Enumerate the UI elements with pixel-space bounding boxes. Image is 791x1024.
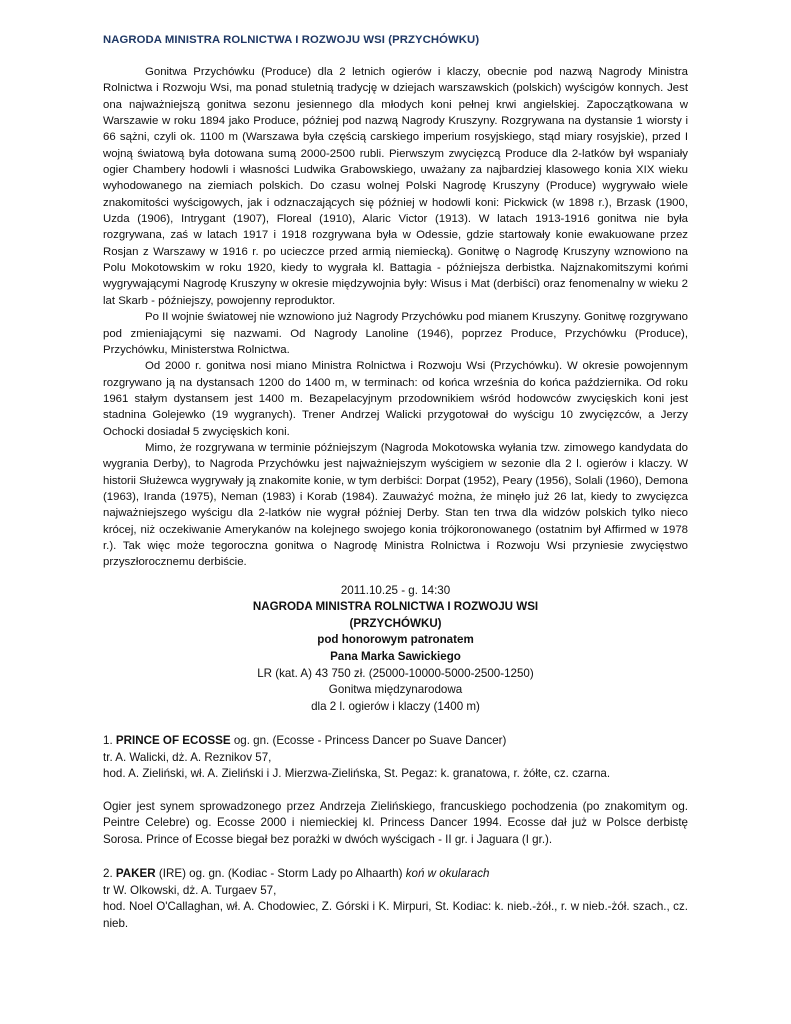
race-name-sub: (PRZYCHÓWKU)	[349, 616, 442, 630]
intro-paragraph: Mimo, że rozgrywana w terminie późniejszym (Nagroda Mokotowska wyłania tzw. zimowego kandydata do wygrania Derby), to Nagroda Przychówku jest najważniejszym wyścigiem w sezonie dla 2 l. ogierów i klaczy. W historii Służewca wygrywały ją znakomite konie, w tym derbiści: Dorpat (1952), Peary (1956), Solali (1960), Demona (1963), Iranda (1975), Neman (1983) i Korab (1984). Zauważyć można, że minęło już 26 lat, kiedy to zwycięzca najważniejszego wyścigu dla 2-latków nie wygrał później Derby. Stan ten trwa dla widzów polskich tylko nieco krócej, niż oczekiwanie Amerykanów na kolejnego swojego konia trójkoronowanego (ostatnim był Affirmed w 1978 r.). Tak więc może tegoroczna gonitwa o Nagrodę Ministra Rolnictwa i Rozwoju Wsi przyniesie zwycięstwo przyszłorocznemu derbiście.	[103, 441, 688, 569]
entry-comment: Ogier jest synem sprowadzonego przez Andrzeja Zielińskiego, francuskiego pochodzenia (po znakomitym og. Peintre Celebre) og. Ecosse 2000 i niemieckiej kl. Princess Dancer 1994. Ecosse dał już w Polsce derbistę Sorosa. Prince of Ecosse biegał bez porażki w dwóch wyścigach - II gr. i Jaguara (I gr.).	[103, 799, 688, 846]
race-prize: LR (kat. A) 43 750 zł. (25000-10000-5000-2500-1250)	[257, 666, 534, 680]
entry-heading	[103, 866, 688, 883]
race-header	[103, 583, 688, 716]
entry-number: 1.	[103, 734, 113, 748]
horse-name: PRINCE OF ECOSSE	[115, 734, 231, 748]
intro-paragraph: Gonitwa Przychówku (Produce) dla 2 letnich ogierów i klaczy, obecnie pod nazwą Nagrody Ministra Rolnictwa i Rozwoju Wsi, ma ponad stuletnią tradycję w dziejach warszawskich (polskich) wyścigów konnych. Jest ona najważniejszą gonitwa sezonu jesiennego dla młodych koni pełnej krwi angielskiej. Zapoczątkowana w Warszawie w roku 1894 jako Produce, później pod nazwą Nagrody Kruszyny. Rozgrywana na dystansie 1 wiorsty i 66 sążni, czyli ok. 1100 m (Warszawa była częścią carskiego imperium rosyjskiego, stąd miary rosyjskie), przed I wojną światową była dotowana sumą 2000-2500 rubli. Pierwszym zwycięzcą Produce dla 2-latków był wspaniały ogier Chambery hodowli i własności Ludwika Grabowskiego, uważany za najbardziej klasowego konia XIX wieku wyhodowanego na ziemiach polskich. Do czasu wolnej Polski Nagrodę Kruszyny (Produce) wygrywało wiele znakomitości wyścigowych, jak i odznaczających się później w hodowli koni: Pickwick (w 1898 r.), Brzask (1900, Uzda (1906), Intrygant (1907), Floreal (1910), Alaric Victor (1913). W latach 1913-1916 gonitwa nie była rozgrywana, zaś w latach 1917 i 1918 rozgrywana była w Odessie, gdzie startowały konie ewakuowane przez Rosjan z Warszawy w 1916 r. po ucieczce przed armią niemiecką). Gonitwę o Nagrodę Kruszyny wznowiono na Polu Mokotowskim w roku 1920, kiedy to wygrała kl. Battagia - późniejsza derbistka. Najznakomitszymi końmi wygrywającymi Nagrodę Kruszyny w okresie międzywojnia były: Wisus i Mat (derbiści) oraz fenomenalny w wieku 2 lat Skarb - późniejszy, powojenny reproduktor.	[103, 66, 688, 307]
race-datetime: 2011.10.25 - g. 14:30	[340, 583, 451, 597]
entry-owner: hod. Noel O'Callaghan, wł. A. Chodowiec, Z. Górski i K. Mirpuri, St. Kodiac: k. nieb.-żół., r. w nieb.-żół. szach., cz. nieb.	[103, 900, 688, 930]
intro-paragraph: Po II wojnie światowej nie wznowiono już Nagrody Przychówku pod mianem Kruszyny. Gonitwę rozgrywano pod zmieniającymi się nazwami. Od Nagrody Lanoline (1946), poprzez Produce, Przychówku (Produce), Przychówku, Ministerstwa Rolnictwa.	[103, 311, 688, 356]
entry-owner: hod. A. Zieliński, wł. A. Zieliński i J. Mierzwa-Zielińska, St. Pegaz: k. granatowa, r. żółte, cz. czarna.	[103, 767, 611, 781]
entry-heading	[103, 733, 688, 750]
horse-name: PAKER	[115, 867, 156, 881]
document-page	[103, 34, 688, 932]
race-patron: Pana Marka Sawickiego	[330, 650, 461, 664]
entry-list	[103, 733, 688, 932]
entry	[103, 866, 688, 932]
race-conditions: dla 2 l. ogierów i klaczy (1400 m)	[311, 699, 480, 713]
horse-note: koń w okularach	[405, 867, 490, 881]
horse-pedigree: (IRE) og. gn. (Kodiac - Storm Lady po Alhaarth)	[158, 867, 403, 881]
intro-text	[103, 64, 688, 571]
race-type: Gonitwa międzynarodowa	[328, 683, 463, 697]
race-patronage: pod honorowym patronatem	[317, 633, 474, 647]
horse-pedigree: og. gn. (Ecosse - Princess Dancer po Suave Dancer)	[233, 734, 507, 748]
entry-trainer: tr. A. Walicki, dż. A. Reznikov 57,	[103, 750, 272, 764]
intro-paragraph: Od 2000 r. gonitwa nosi miano Ministra Rolnictwa i Rozwoju Wsi (Przychówku). W okresie powojennym rozgrywano ją na dystansach 1200 do 1400 m, w terminach: od końca września do końca października. Od roku 1961 stałym dystansem jest 1400 m. Bezapelacyjnym przodownikiem wśród hodowców zwycięskich koni jest stadnina Golejewko (19 wygranych). Trener Andrzej Walicki przygotował do wyścigu 10 zwycięzców, a Jerzy Ochocki dosiadał 5 zwycięskich koni.	[103, 360, 688, 438]
page-title: NAGRODA MINISTRA ROLNICTWA I ROZWOJU WSI (PRZYCHÓWKU)	[103, 34, 480, 46]
entry-number: 2.	[103, 867, 113, 881]
entry-trainer: tr W. Olkowski, dż. A. Turgaev 57,	[103, 883, 277, 897]
race-name: NAGRODA MINISTRA ROLNICTWA I ROZWOJU WSI	[252, 600, 539, 614]
entry	[103, 733, 688, 848]
